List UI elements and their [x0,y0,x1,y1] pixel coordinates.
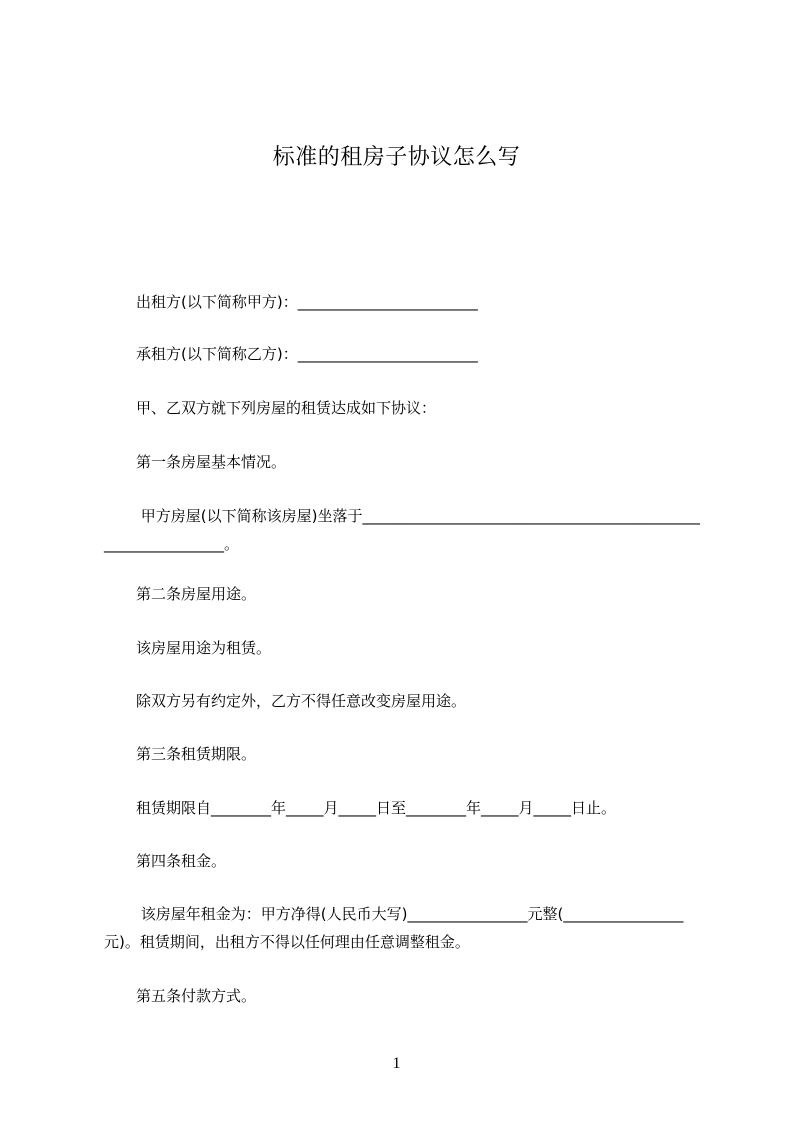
document-title: 标准的租房子协议怎么写 [272,145,521,170]
lessee-line: 承租方(以下简称乙方)：________________________ [136,345,478,363]
article-2-restriction: 除双方另有约定外，乙方不得任意改变房屋用途。 [136,692,467,710]
page-number: 1 [392,1055,401,1072]
article-4-heading: 第四条租金。 [136,852,227,870]
article-5-heading: 第五条付款方式。 [136,987,257,1005]
article-1-text: 甲方房屋(以下简称该房屋)坐落于_____________________________________________________________。 [104,507,700,553]
article-1-heading: 第一条房屋基本情况。 [136,453,287,471]
article-2-heading: 第二条房屋用途。 [136,585,257,603]
agreement-intro: 甲、乙双方就下列房屋的租赁达成如下协议： [136,399,437,417]
lessor-line: 出租方(以下简称甲方)：________________________ [136,293,478,311]
article-2-text: 该房屋用途为租赁。 [136,639,272,657]
article-4-text: 该房屋年租金为：甲方净得(人民币大写)________________元整(________________元)。租赁期间，出租方不得以任何理由任意调整租金。 [104,905,684,951]
article-3-text: 租赁期限自________年_____月_____日至________年_____月_____日止。 [136,799,617,817]
article-3-heading: 第三条租赁期限。 [136,745,257,763]
